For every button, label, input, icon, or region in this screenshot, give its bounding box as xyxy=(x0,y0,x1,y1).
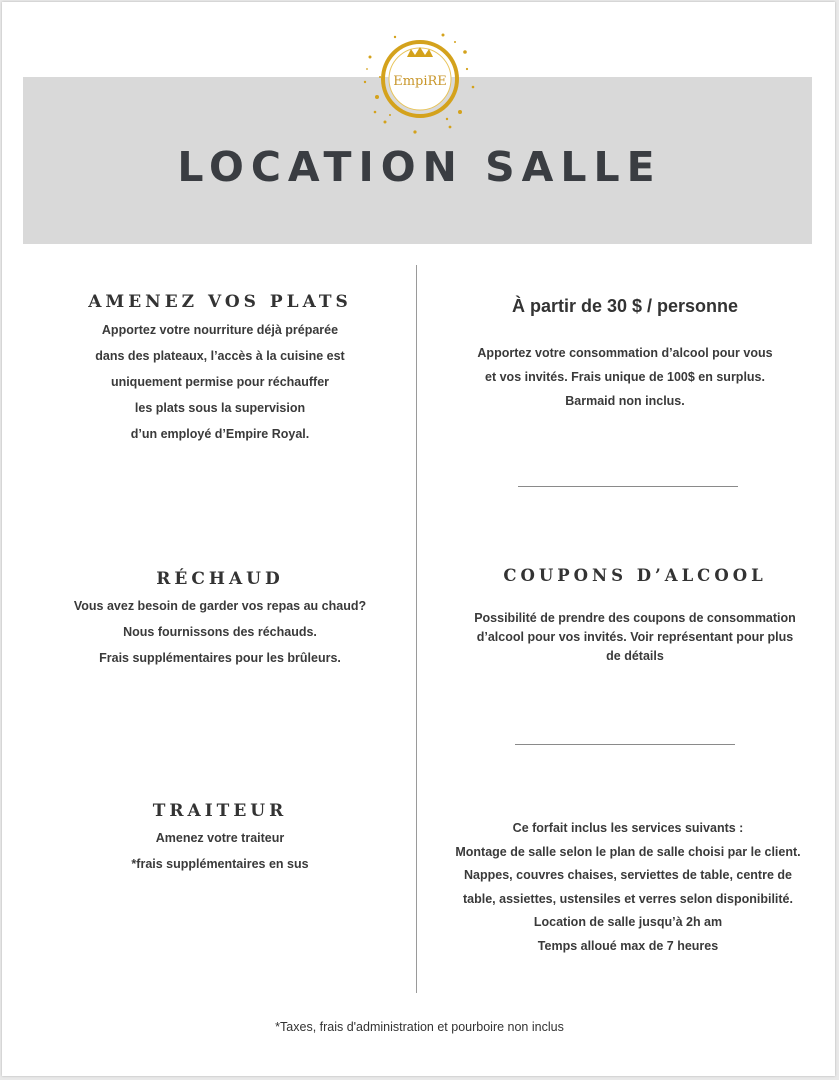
section-divider xyxy=(515,744,735,745)
price-heading: À partir de 30 $ / personne xyxy=(511,296,739,316)
text-line: uniquement permise pour réchauffer xyxy=(110,375,330,389)
text-line: Possibilité de prendre des coupons de consommation xyxy=(474,611,796,625)
text-line: d’un employé d’Empire Royal. xyxy=(130,427,310,441)
column-divider xyxy=(416,265,417,993)
text-line: Ce forfait inclus les services suivants : xyxy=(512,821,744,835)
text-line: *frais supplémentaires en sus xyxy=(131,857,309,871)
text-line: Temps alloué max de 7 heures xyxy=(537,938,719,953)
section-price xyxy=(430,296,820,413)
text-line: table, assiettes, ustensiles et verres selon disponibilité. xyxy=(463,891,793,906)
section-heading: AMENEZ VOS PLATS xyxy=(88,292,352,312)
section-heading: RÉCHAUD xyxy=(156,569,284,589)
page-title: LOCATION SALLE xyxy=(177,143,662,191)
text-line: Apportez votre nourriture déjà préparée xyxy=(101,323,339,337)
section-coupons-alcool xyxy=(430,566,839,666)
text-line: de détails xyxy=(606,649,664,663)
text-line: Apportez votre consommation d’alcool pour vous xyxy=(477,346,773,360)
text-line: Location de salle jusqu’à 2h am xyxy=(533,915,723,929)
section-amenez-vos-plats xyxy=(40,292,400,447)
logo-text: EmpiRE xyxy=(393,74,447,89)
footnote: *Taxes, frais d'administration et pourboire non inclus xyxy=(275,1020,564,1034)
text-line: Frais supplémentaires pour les brûleurs. xyxy=(99,651,341,665)
text-line: et vos invités. Frais unique de 100$ en surplus. xyxy=(485,370,765,384)
text-line: Barmaid non inclus. xyxy=(565,394,685,408)
section-traiteur xyxy=(40,801,400,877)
text-line: Amenez votre traiteur xyxy=(155,831,285,845)
section-rechaud xyxy=(40,569,400,671)
text-line: Nous fournissons des réchauds. xyxy=(123,625,317,639)
section-heading: COUPONS D’ALCOOL xyxy=(503,566,767,585)
section-heading: TRAITEUR xyxy=(152,801,288,821)
text-line: d’alcool pour vos invités. Voir représentant pour plus xyxy=(476,630,794,644)
section-forfait xyxy=(428,817,828,958)
section-divider xyxy=(518,486,738,487)
text-line: Nappes, couvres chaises, serviettes de table, centre de xyxy=(464,868,792,882)
text-line: Vous avez besoin de garder vos repas au chaud? xyxy=(73,599,367,613)
text-line: Montage de salle selon le plan de salle choisi par le client. xyxy=(455,844,801,859)
text-line: les plats sous la supervision xyxy=(134,401,306,415)
empire-royal-logo xyxy=(355,27,485,137)
text-line: dans des plateaux, l’accès à la cuisine est xyxy=(95,349,345,363)
